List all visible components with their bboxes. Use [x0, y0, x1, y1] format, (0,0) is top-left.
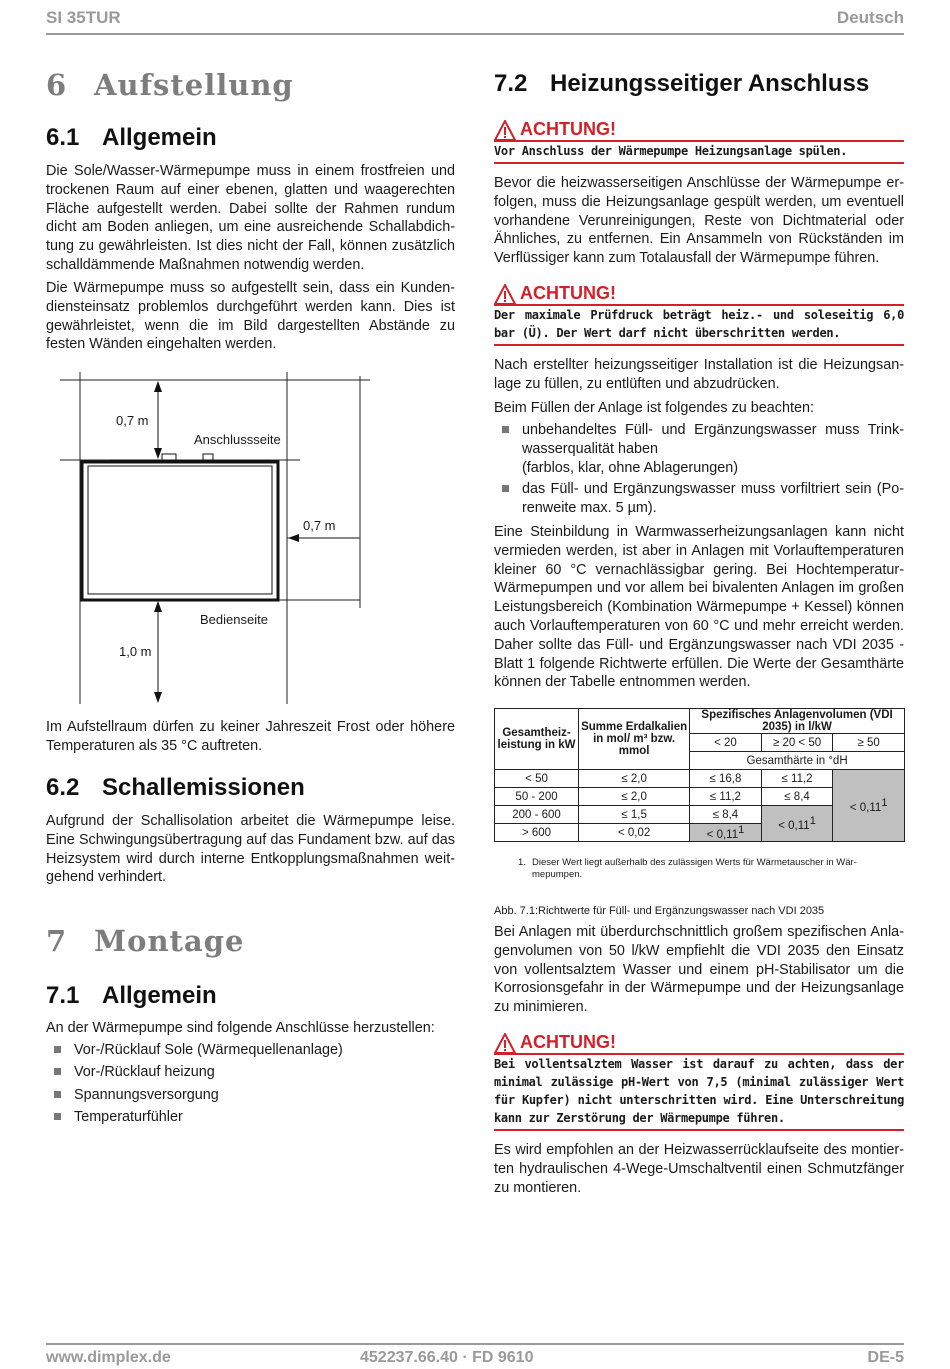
header-vol-2: ≥ 20 < 50: [761, 734, 833, 752]
connection-list: [46, 1041, 455, 1127]
warning-triangle-icon: [494, 284, 516, 306]
s61-paragraph-1: Die Sole/Wasser-Wärmepumpe muss in einem frostfreien und trockenen Raum auf einer ebenen, glatten und waagerechten Fläche aufgestellt werden. Dabei sollte der Rahmen rundum dicht am Boden anliegen, um eine ausreichende Schallabdichtung zu gewährleisten. Ist dies nicht der Fall, können zusätzlich schalldämmende Maßnahmen notwendig werden.: [46, 163, 455, 273]
operating-side-label: Bedienseite: [200, 612, 268, 627]
chapter-6-heading: 6 Aufstellung: [46, 68, 294, 102]
table-cell: ≤ 8,4: [761, 788, 833, 806]
clearance-diagram: [60, 368, 400, 704]
table-cell: ≤ 1,5: [579, 806, 690, 824]
list-item-continuation: (farblos, klar, ohne Ablagerungen): [522, 459, 738, 476]
warning-1-title: ACHTUNG!: [520, 119, 616, 139]
section-6-2-heading: 6.2 Schallemissionen: [46, 774, 305, 801]
s72-paragraph-5: Bei Anlagen mit überdurchschnittlich großem spezifischen Anlagenvolumen von 50 l/kW empfiehlt die VDI 2035 den Einsatz von vollentsalztem Wasser und einem pH-Stabilisator um die Korrosionsgefahr in der Wärmepumpe und der Heizungsanlage zu minimieren.: [494, 924, 904, 1016]
header-alkaline-earth: Summe Erdalkalien in mol/ m³ bzw. mmol: [579, 709, 690, 770]
footer-doc-number: 452237.66.40 · FD 9610: [360, 1349, 534, 1366]
list-item: Temperaturfühler: [46, 1108, 455, 1127]
footer-page-number: DE-5: [867, 1349, 904, 1366]
s71-paragraph-1: An der Wärmepumpe sind folgende Anschlüsse herzustellen:: [46, 1020, 435, 1036]
s61-paragraph-2: Die Wärmepumpe muss so aufgestellt sein, dass ein Kundendiensteinsatz problemlos durchgeführt werden kann. Dies ist gewährleistet, wenn die im Bild dargestellten Abstände zu festen Wänden eingehalten werden.: [46, 280, 455, 353]
warning-triangle-icon: [494, 1033, 516, 1055]
chapter-7-heading: 7 Montage: [46, 924, 245, 958]
s72-paragraph-6: Es wird empfohlen an der Heizwasserrücklaufseite des montierten hydraulischen 4-Wege-Umschaltventil einen Schmutzfänger zu montieren.: [494, 1142, 904, 1196]
warning-3-text: Bei vollentsalztem Wasser ist darauf zu achten, dass der minimal zulässige pH-Wert von 7,5 (minimal zulässiger Wert für Kupfer) nicht unterschritten wird. Eine Unterschreitung kann zur Zerstörung der Wärmepumpe führen.: [494, 1057, 904, 1125]
table-footnote: 1. Dieser Wert liegt außerhalb des zulässigen Werts für Wärmetauscher in Wärmepumpen.: [518, 857, 857, 880]
footer-website: www.dimplex.de: [46, 1349, 171, 1366]
list-item: unbehandeltes Füll- und Ergänzungswasser muss Trinkwasserqualität haben: [494, 421, 904, 459]
section-7-2-heading: 7.2 Heizungsseitiger Anschluss: [494, 70, 870, 97]
table-cell: < $0,11^1$: [690, 824, 762, 842]
list-item: Vor-/Rücklauf heizung: [46, 1063, 455, 1082]
s72-paragraph-1: Bevor die heizwasserseitigen Anschlüsse der Wärmepumpe erfolgen, muss die Heizungsanlage gespült werden, um eventuell vorhandene Verunreinigungen, Reste von Dichtmaterial oder Ähnliches, zu entfernen. Ein Ansammeln von Rückständen im Verflüssiger kann zum Totalausfall der Wärmepumpe führen.: [494, 175, 904, 267]
table-cell: 50 - 200: [495, 788, 579, 806]
s61-paragraph-3: Im Aufstellraum dürfen zu keiner Jahreszeit Frost oder höhere Temperaturen als 35 °C auftreten.: [46, 719, 455, 754]
table-cell: ≤ 11,2: [690, 788, 762, 806]
table-cell: ≤ 2,0: [579, 788, 690, 806]
table-cell: ≤ 16,8: [690, 770, 762, 788]
table-cell: ≤ 2,0: [579, 770, 690, 788]
table-cell-merged: < $0,11^1$: [833, 770, 905, 842]
header-vol-3: ≥ 50: [833, 734, 905, 752]
section-6-1-heading: 6.1 Allgemein: [46, 124, 217, 151]
section-7-1-heading: 7.1 Allgemein: [46, 982, 217, 1009]
list-item: Spannungsversorgung: [46, 1086, 455, 1105]
top-clearance-label: 0,7 m: [116, 413, 149, 428]
warning-1-text: Vor Anschluss der Wärmepumpe Heizungsanlage spülen.: [494, 144, 848, 158]
warning-2-bottom-rule: [494, 344, 904, 346]
figure-caption: Abb. 7.1:Richtwerte für Füll- und Ergänzungswasser nach VDI 2035: [494, 905, 825, 917]
filling-list: [494, 421, 904, 518]
table-cell: > 600: [495, 824, 579, 842]
warning-2-title: ACHTUNG!: [520, 283, 616, 303]
list-item: das Füll- und Ergänzungswasser muss vorfiltriert sein (Porenweite max. 5 µm).: [494, 480, 904, 518]
header-power: Gesamtheizleistung in kW: [495, 709, 579, 770]
header-language: Deutsch: [836, 8, 904, 27]
table-cell-merged: < $0,11^1$: [761, 806, 833, 842]
s72-paragraph-3: Beim Füllen der Anlage ist folgendes zu beachten:: [494, 400, 814, 416]
table-cell: ≤ 8,4: [690, 806, 762, 824]
warning-triangle-icon: [494, 120, 516, 142]
installation-clearance-figure: [60, 368, 400, 704]
table-row: [495, 770, 905, 788]
header-model: SI 35TUR: [46, 8, 121, 27]
bottom-clearance-label: 1,0 m: [119, 644, 152, 659]
table-cell: ≤ 11,2: [761, 770, 833, 788]
header-vol-1: < 20: [690, 734, 762, 752]
connection-side-label: Anschlussseite: [194, 432, 281, 447]
warning-3-title: ACHTUNG!: [520, 1032, 616, 1052]
s62-paragraph-1: Aufgrund der Schallisolation arbeitet die Wärmepumpe leise. Eine Schwingungsübertragung auf das Fundament bzw. auf das Heizsystem wird durch interne Entkopplungsmaßnahmen weitgehend verhindert.: [46, 813, 455, 886]
header-volume: Spezifisches Anlagenvolumen (VDI 2035) in l/kW: [690, 709, 905, 734]
table-cell: < 50: [495, 770, 579, 788]
water-hardness-table: [494, 708, 905, 842]
header-rule: [46, 33, 904, 35]
s72-paragraph-2: Nach erstellter heizungsseitiger Installation ist die Heizungsanlage zu füllen, zu entlüften und abzudrücken.: [494, 357, 904, 392]
s72-paragraph-4: Eine Steinbildung in Warmwasserheizungsanlagen kann nicht vermieden werden, ist aber in Anlagen mit Vorlauftemperaturen kleiner 60 °C vernachlässigbar gering. Bei Hochtemperatur-Wärmepumpen und vor allem bei bivalenten Anlagen im großen Leistungsbereich (Kombination Wärmepumpe + Kessel) können auch Vorlauftemperaturen von 60 °C und mehr erreicht werden. Daher sollte das Füll- und Ergänzungswasser nach VDI 2035 - Blatt 1 folgende Richtwerte erfüllen. Die Werte der Gesamthärte können der Tabelle entnommen werden.: [494, 524, 904, 691]
side-clearance-label: 0,7 m: [303, 518, 336, 533]
warning-3-bottom-rule: [494, 1129, 904, 1131]
header-hardness: Gesamthärte in °dH: [690, 752, 905, 770]
list-item: Vor-/Rücklauf Sole (Wärmequellenanlage): [46, 1041, 455, 1060]
table-cell: < 0,02: [579, 824, 690, 842]
footer-rule: [46, 1343, 904, 1345]
warning-2-text: Der maximale Prüfdruck beträgt heiz.- und soleseitig 6,0 bar (Ü). Der Wert darf nicht überschritten werden.: [494, 308, 904, 340]
table-cell: 200 - 600: [495, 806, 579, 824]
warning-1-bottom-rule: [494, 162, 904, 164]
